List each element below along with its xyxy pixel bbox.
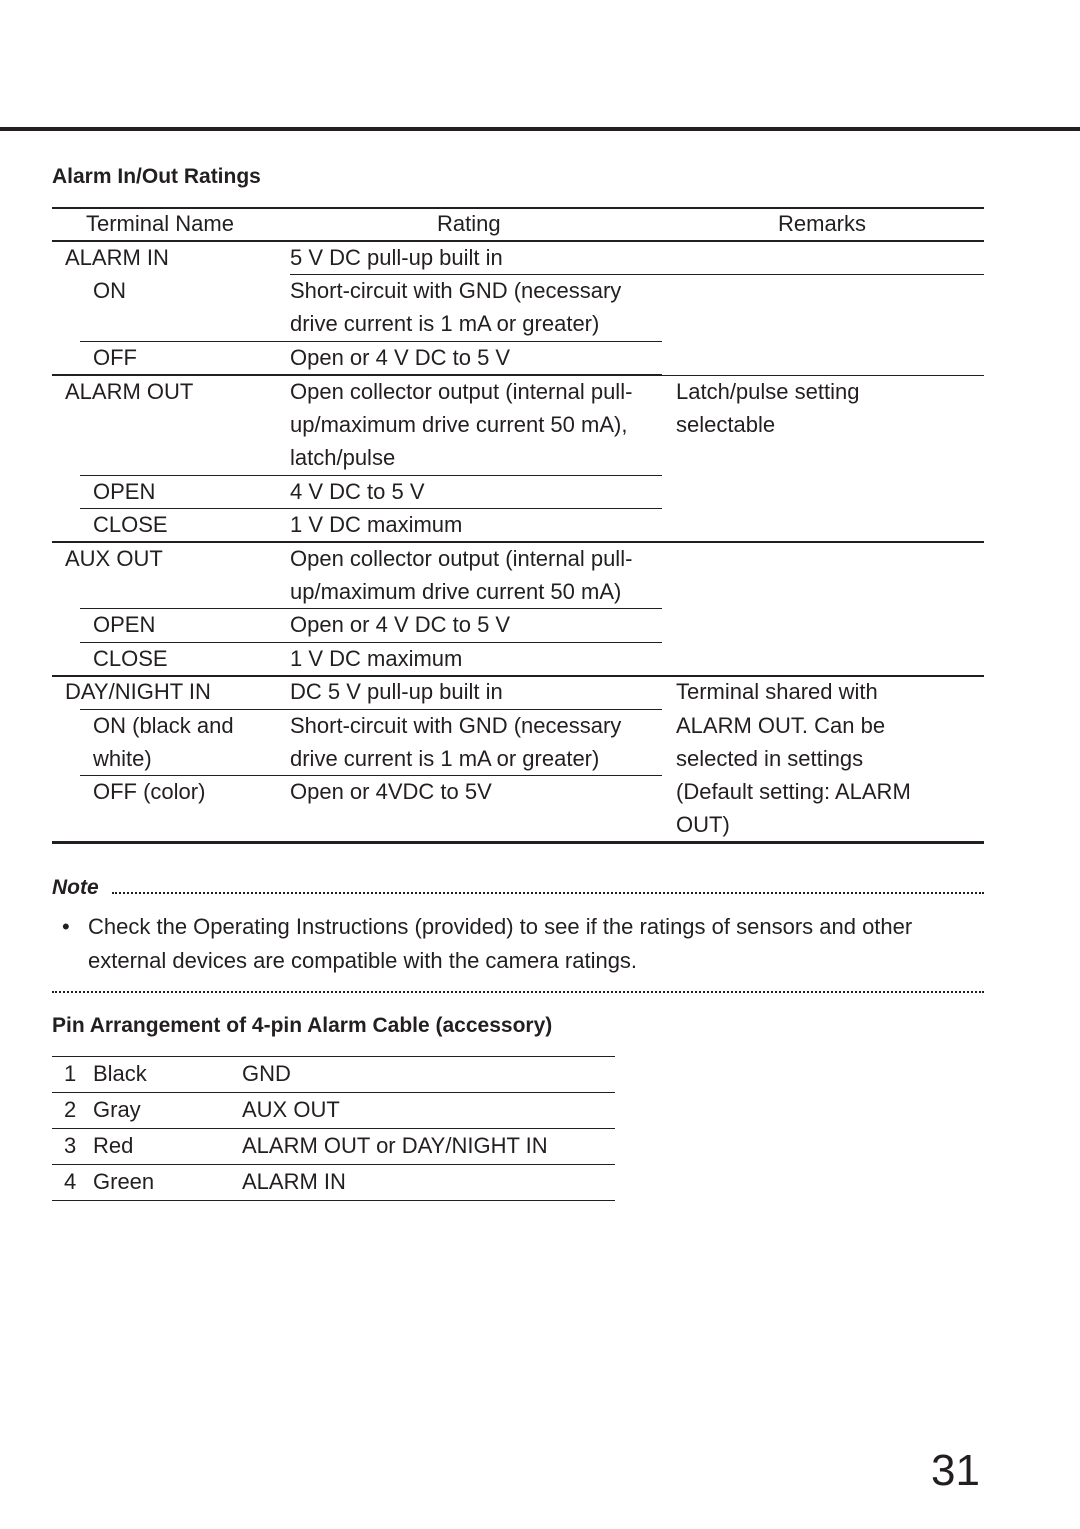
col-header-rating: Rating (437, 211, 501, 236)
rating-cell: Open collector output (internal pull- (290, 546, 633, 571)
terminal-cell: ON (93, 278, 126, 303)
terminal-cell: ALARM OUT (65, 379, 194, 404)
remarks-cell: (Default setting: ALARM (676, 779, 911, 804)
terminal-cell: OPEN (93, 479, 156, 504)
pin-number: 3 (64, 1133, 77, 1158)
rating-cell: 4 V DC to 5 V (290, 479, 425, 504)
rating-cell: Open or 4 V DC to 5 V (290, 345, 511, 370)
pins-heading: Pin Arrangement of 4-pin Alarm Cable (accessory) (52, 1014, 553, 1037)
note-label: Note (52, 876, 99, 899)
note-item (62, 910, 962, 977)
terminal-cell: OFF (color) (93, 779, 206, 804)
terminal-cell: CLOSE (93, 512, 168, 537)
page-number: 31 (931, 1446, 980, 1495)
wire-color: Gray (93, 1097, 141, 1122)
pin-number: 2 (64, 1097, 77, 1122)
rating-cell: drive current is 1 mA or greater) (290, 311, 600, 336)
wire-color: Green (93, 1169, 155, 1194)
remarks-cell: selectable (676, 412, 776, 437)
remarks-cell: Terminal shared with (676, 679, 878, 704)
table-row (52, 1057, 615, 1093)
signal-name: AUX OUT (242, 1097, 340, 1122)
table-row (52, 1129, 615, 1165)
terminal-cell: DAY/NIGHT IN (65, 679, 211, 704)
signal-name: ALARM IN (242, 1169, 346, 1194)
note-dotted-rule-top (112, 892, 984, 894)
rating-cell: up/maximum drive current 50 mA), (290, 412, 628, 437)
col-header-terminal: Terminal Name (86, 211, 234, 236)
rating-cell: up/maximum drive current 50 mA) (290, 579, 622, 604)
terminal-cell: OPEN (93, 612, 156, 637)
terminal-cell: ON (black and (93, 713, 234, 738)
remarks-cell: OUT) (676, 812, 730, 837)
rating-cell: latch/pulse (290, 445, 396, 470)
pin-number: 4 (64, 1169, 77, 1194)
wire-color: Black (93, 1061, 147, 1086)
rating-cell: drive current is 1 mA or greater) (290, 746, 600, 771)
note-dotted-rule-bottom (52, 991, 984, 993)
bullet-icon: • (62, 914, 70, 939)
rating-cell: Short-circuit with GND (necessary (290, 713, 622, 738)
rating-cell: DC 5 V pull-up built in (290, 679, 503, 704)
rating-cell: Open or 4 V DC to 5 V (290, 612, 511, 637)
pin-number: 1 (64, 1061, 77, 1086)
remarks-cell: ALARM OUT. Can be (676, 713, 886, 738)
table-row (52, 1165, 615, 1201)
remarks-cell: Latch/pulse setting (676, 379, 860, 404)
col-header-remarks: Remarks (778, 211, 867, 236)
terminal-cell: white) (93, 746, 152, 771)
table-bottom-rule (52, 841, 984, 844)
rating-cell: Open collector output (internal pull- (290, 379, 633, 404)
terminal-cell: OFF (93, 345, 137, 370)
remarks-cell: selected in settings (676, 746, 864, 771)
signal-name: ALARM OUT or DAY/NIGHT IN (242, 1133, 548, 1158)
terminal-cell: CLOSE (93, 646, 168, 671)
rating-cell: 1 V DC maximum (290, 512, 463, 537)
rating-cell: Short-circuit with GND (necessary (290, 278, 622, 303)
rating-cell: Open or 4VDC to 5V (290, 779, 492, 804)
rating-cell: 1 V DC maximum (290, 646, 463, 671)
note-text: Check the Operating Instructions (provided) to see if the ratings of sensors and other external devices are compatible with the camera ratings. (88, 914, 913, 973)
wire-color: Red (93, 1133, 134, 1158)
pin-table-bottom-rule (52, 1200, 615, 1201)
header-rule (52, 240, 984, 242)
rating-cell: 5 V DC pull-up built in (290, 245, 503, 270)
ratings-heading: Alarm In/Out Ratings (52, 165, 261, 188)
top-rule (0, 127, 1080, 131)
terminal-cell: ALARM IN (65, 245, 169, 270)
signal-name: GND (242, 1061, 291, 1086)
table-row (52, 1093, 615, 1129)
terminal-cell: AUX OUT (65, 546, 163, 571)
